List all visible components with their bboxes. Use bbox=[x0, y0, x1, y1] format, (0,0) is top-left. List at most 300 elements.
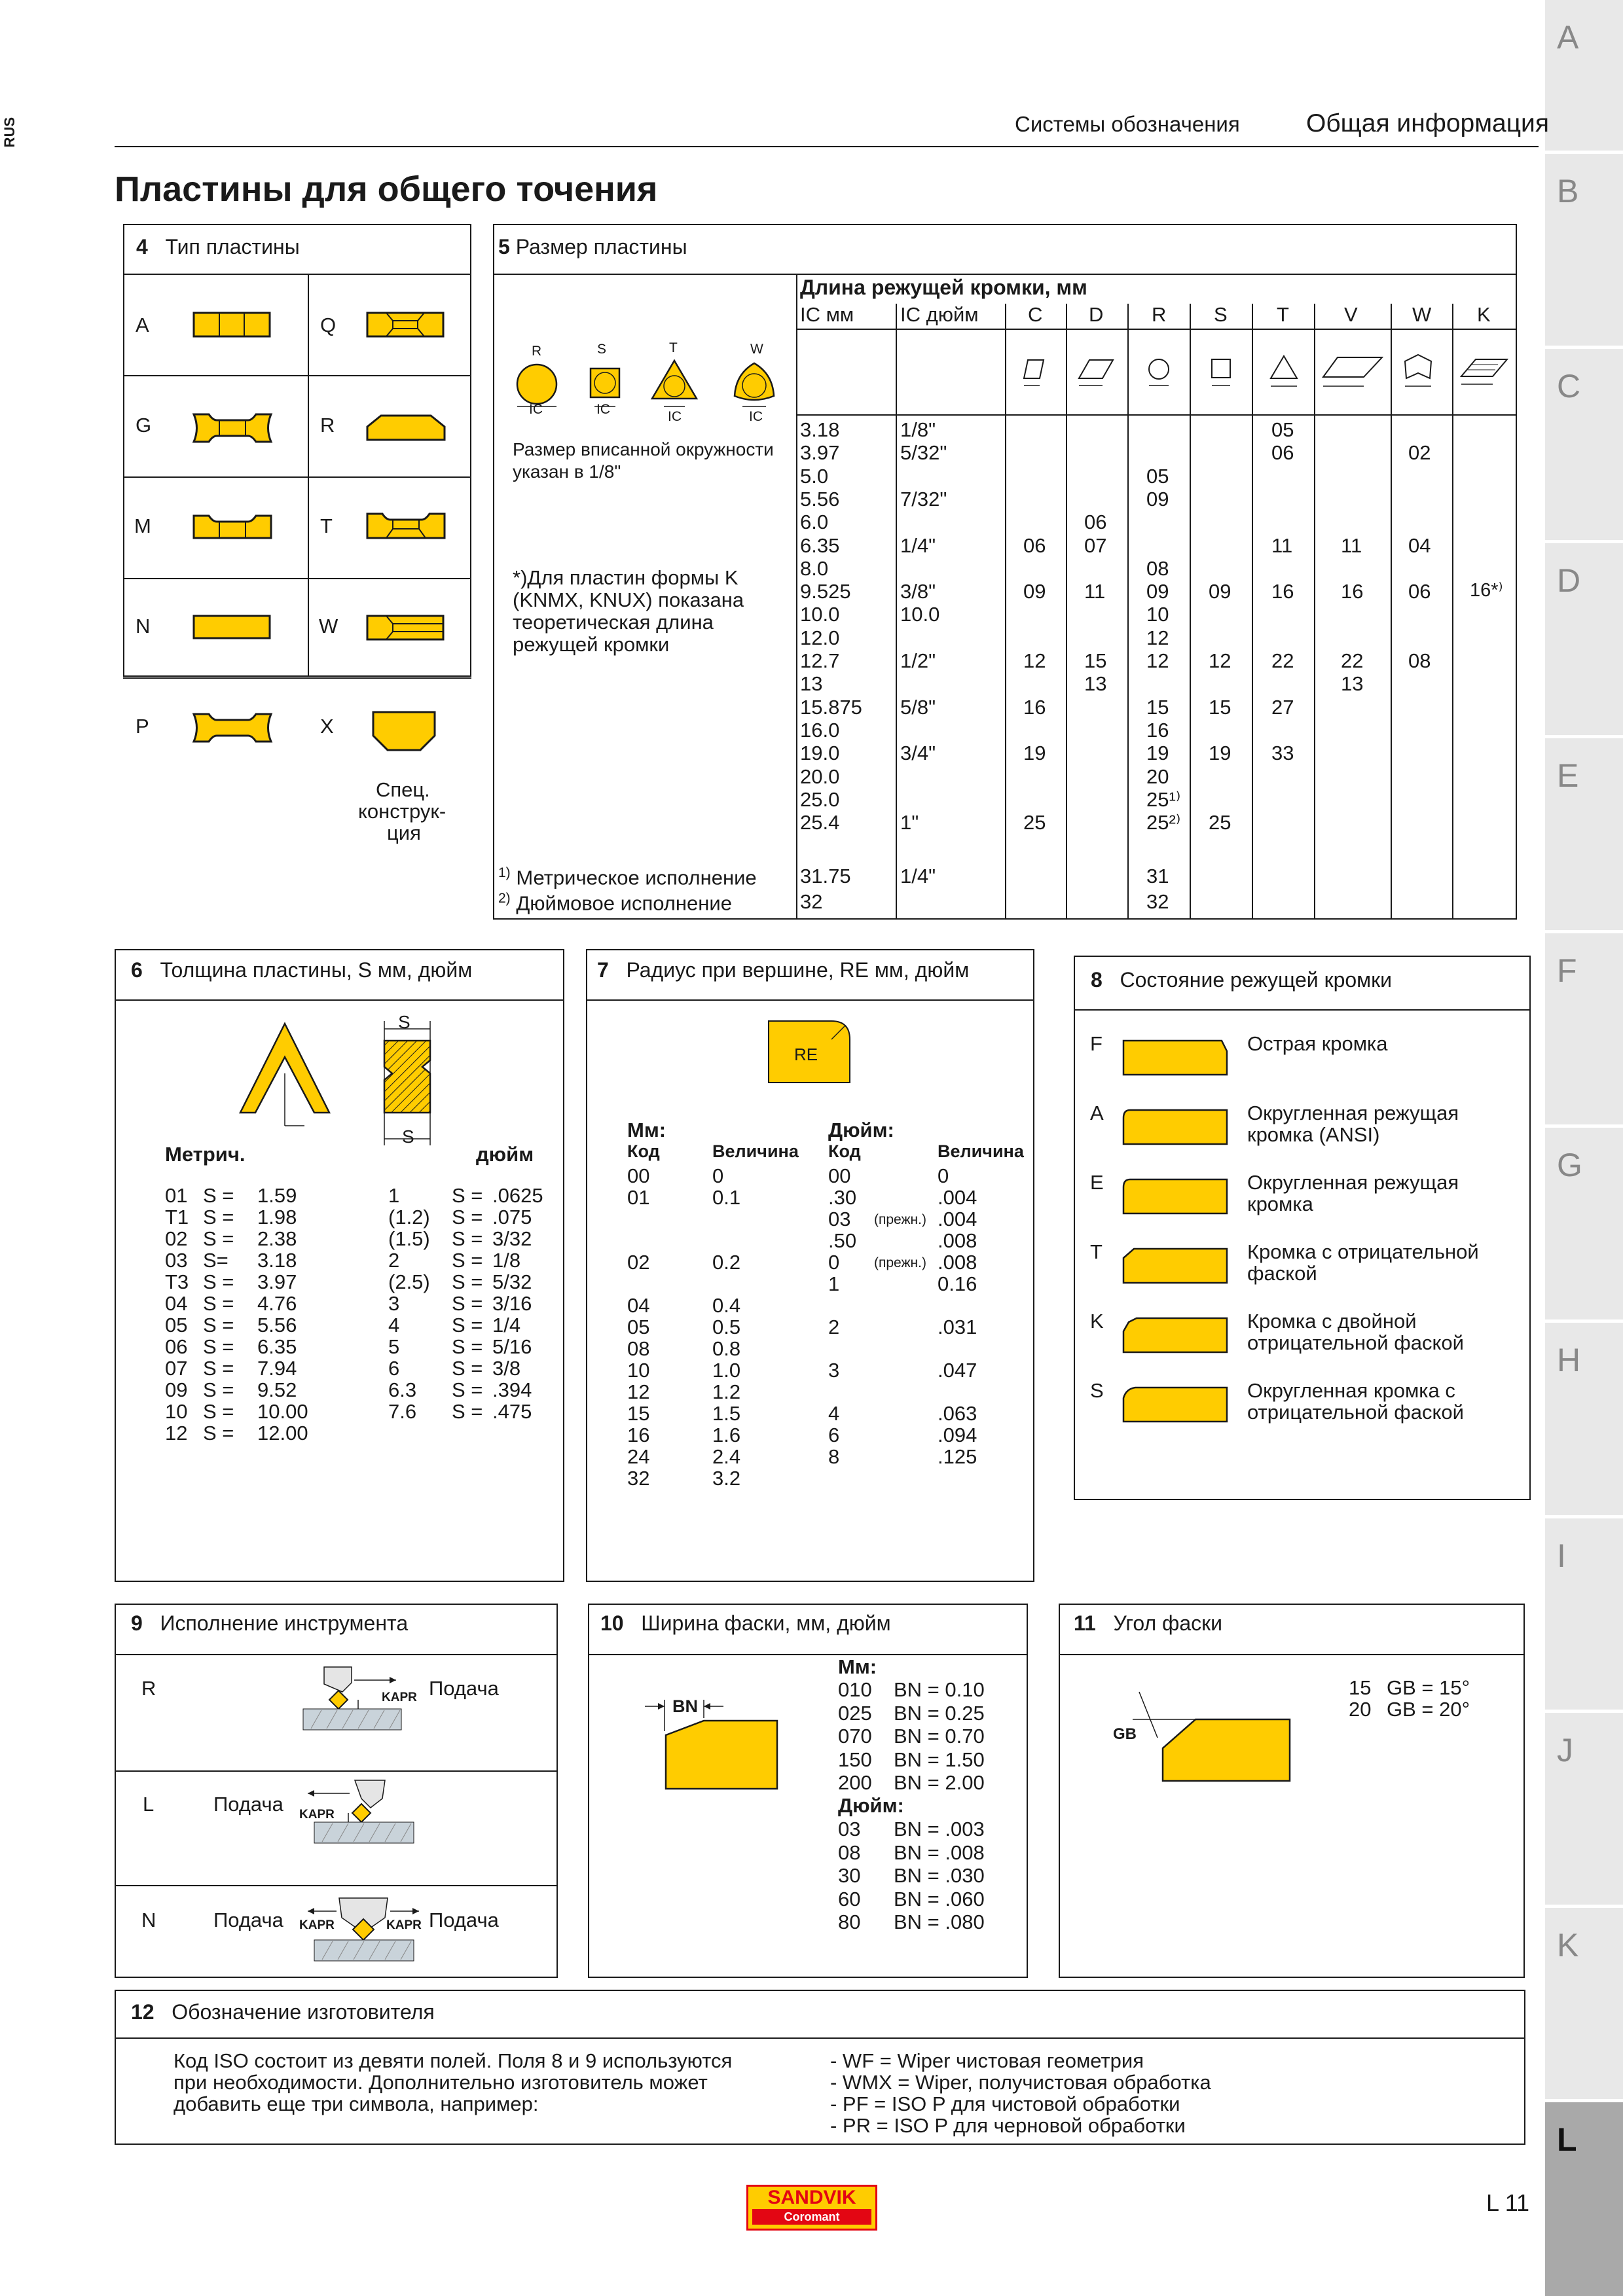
col-ic-inch: IC дюйм bbox=[900, 303, 979, 326]
metric-value: 12.00 bbox=[257, 1422, 308, 1444]
metric-code: 05 bbox=[165, 1314, 188, 1336]
size-cell-d: 06 bbox=[1084, 511, 1107, 534]
size-cell-s: 12 bbox=[1209, 649, 1231, 672]
size-cell-w: 04 bbox=[1408, 533, 1431, 557]
radius-mm-value: 0.2 bbox=[712, 1251, 741, 1274]
inch-value: 3/32 bbox=[492, 1227, 532, 1250]
size-cell-r: 05 bbox=[1146, 464, 1169, 488]
shape-v-icon bbox=[1322, 353, 1385, 390]
radius-inch-code: 1 bbox=[828, 1272, 840, 1295]
size-cell-t: 05 bbox=[1271, 418, 1294, 441]
radius-inch-note: (прежн.) bbox=[874, 1255, 926, 1270]
radius-inch-value: .063 bbox=[938, 1402, 977, 1425]
section-6-title: Толщина пластины, S мм, дюйм bbox=[160, 958, 473, 982]
size-cell-s: 19 bbox=[1209, 742, 1231, 765]
edge-description: Округленная режущая bbox=[1247, 1171, 1459, 1194]
metric-eq: S= bbox=[203, 1249, 228, 1272]
radius-inch-value: .008 bbox=[938, 1251, 977, 1274]
land-angle-code: 15 bbox=[1349, 1676, 1372, 1699]
metric-code: 06 bbox=[165, 1335, 188, 1358]
metric-value: 3.97 bbox=[257, 1270, 297, 1293]
re-label: RE bbox=[794, 1045, 818, 1064]
radius-mm-value: 1.2 bbox=[712, 1380, 741, 1403]
size-cell-w: 02 bbox=[1408, 441, 1431, 465]
tab-c[interactable]: C bbox=[1545, 349, 1623, 540]
diagram-label-s: S bbox=[597, 342, 607, 357]
size-cell-c: 25 bbox=[1023, 811, 1046, 834]
hand-r-feed: Подача bbox=[429, 1677, 499, 1700]
hand-r-kapr: KAPR bbox=[382, 1691, 417, 1704]
insert-type-g-label: G bbox=[136, 414, 152, 437]
metric-value: 9.52 bbox=[257, 1378, 297, 1401]
radius-mm-code: 00 bbox=[627, 1164, 650, 1187]
metric-value: 2.38 bbox=[257, 1227, 297, 1250]
metric-eq: S = bbox=[203, 1378, 234, 1401]
page-number: L 11 bbox=[1486, 2189, 1530, 2216]
insert-type-g-icon bbox=[193, 412, 273, 444]
tab-b[interactable]: B bbox=[1545, 154, 1623, 346]
size-cell-r: 20 bbox=[1146, 764, 1169, 788]
tab-f[interactable]: F bbox=[1545, 933, 1623, 1124]
tab-e[interactable]: E bbox=[1545, 738, 1623, 930]
radius-mm-value: 0.5 bbox=[712, 1316, 741, 1338]
radius-mm-code: 08 bbox=[627, 1337, 650, 1360]
foot-ic-inch-1: 1/4" bbox=[900, 865, 936, 888]
inch-code: (1.5) bbox=[388, 1227, 430, 1250]
edge-description: отрицательной фаской bbox=[1247, 1401, 1464, 1424]
insert-type-x-label: X bbox=[320, 715, 334, 738]
foot-r-2: 32 bbox=[1146, 890, 1169, 913]
inch-eq: S = bbox=[452, 1314, 483, 1336]
logo-sub: Coromant bbox=[752, 2209, 871, 2225]
inch-value: 5/16 bbox=[492, 1335, 532, 1358]
note-k-3: теоретическая длина bbox=[513, 611, 714, 634]
section-6-number: 6 bbox=[131, 958, 143, 982]
radius-mm-value: 2.4 bbox=[712, 1445, 741, 1468]
radius-inch-value-header: Величина bbox=[938, 1141, 1024, 1161]
land-angle-code: 20 bbox=[1349, 1698, 1372, 1721]
radius-inch-value: 0 bbox=[938, 1164, 949, 1187]
edge-code: A bbox=[1090, 1102, 1104, 1124]
size-cell-r: 12 bbox=[1146, 649, 1169, 672]
note-inscribed-2: указан в 1/8" bbox=[513, 461, 621, 482]
size-cell-s: 15 bbox=[1209, 695, 1231, 719]
size-cell-ic-mm: 25.0 bbox=[800, 787, 840, 811]
edge-condition-a-icon bbox=[1121, 1103, 1232, 1149]
land-mm-title: Мм: bbox=[838, 1655, 877, 1678]
radius-inch-code: 0 bbox=[828, 1251, 840, 1274]
insert-type-x-note-1: Спец. bbox=[376, 778, 430, 801]
radius-mm-value: 1.0 bbox=[712, 1359, 741, 1382]
hand-n-feed-right: Подача bbox=[429, 1909, 499, 1931]
radius-inch-code: .50 bbox=[828, 1229, 857, 1252]
land-mm-value: BN = 0.70 bbox=[894, 1725, 985, 1748]
size-cell-ic-mm: 6.35 bbox=[800, 533, 840, 557]
metric-eq: S = bbox=[203, 1184, 234, 1207]
tab-d[interactable]: D bbox=[1545, 543, 1623, 735]
land-inch-code: 60 bbox=[838, 1887, 861, 1910]
section-5-title: Размер пластины bbox=[515, 235, 687, 259]
size-cell-t: 06 bbox=[1271, 441, 1294, 465]
radius-inch-code: 03 bbox=[828, 1208, 851, 1230]
note-k-2: (KNMX, KNUX) показана bbox=[513, 588, 744, 611]
radius-inch-code: 2 bbox=[828, 1316, 840, 1338]
radius-mm-value: 0 bbox=[712, 1164, 724, 1187]
edge-condition-s-icon bbox=[1121, 1381, 1232, 1427]
size-cell-ic-mm: 5.0 bbox=[800, 464, 829, 488]
inch-eq: S = bbox=[452, 1378, 483, 1401]
inch-value: .475 bbox=[492, 1400, 532, 1423]
section-11-number: 11 bbox=[1074, 1611, 1096, 1635]
metric-eq: S = bbox=[203, 1292, 234, 1315]
note-k-1: *)Для пластин формы K bbox=[513, 566, 739, 589]
size-cell-t: 22 bbox=[1271, 649, 1294, 672]
section-7-number: 7 bbox=[597, 958, 609, 982]
section-8-number: 8 bbox=[1091, 968, 1103, 992]
metric-value: 6.35 bbox=[257, 1335, 297, 1358]
insert-type-n-label: N bbox=[136, 615, 151, 637]
radius-mm-value: 0.8 bbox=[712, 1337, 741, 1360]
radius-inch-title: Дюйм: bbox=[828, 1119, 894, 1141]
bn-label: BN bbox=[672, 1696, 698, 1716]
size-cell-r: 25¹⁾ bbox=[1146, 787, 1181, 811]
inch-value: 1/8 bbox=[492, 1249, 521, 1272]
inch-value: .394 bbox=[492, 1378, 532, 1401]
edge-description: Острая кромка bbox=[1247, 1032, 1388, 1055]
col-k: K bbox=[1477, 303, 1491, 326]
edge-description: отрицательной фаской bbox=[1247, 1331, 1464, 1354]
size-cell-r: 10 bbox=[1146, 603, 1169, 626]
radius-mm-title: Мм: bbox=[627, 1119, 666, 1141]
size-cell-ic-mm: 9.525 bbox=[800, 580, 851, 603]
shape-t-icon bbox=[1268, 353, 1301, 390]
tab-l[interactable]: L bbox=[1545, 2102, 1623, 2296]
radius-inch-value: .125 bbox=[938, 1445, 977, 1468]
footnote-inch: $^{2)}$ Дюймовое исполнение bbox=[498, 891, 732, 915]
radius-mm-code: 32 bbox=[627, 1467, 650, 1490]
insert-type-t-icon bbox=[367, 512, 447, 541]
section-4-title: Тип пластины bbox=[165, 235, 300, 259]
col-d: D bbox=[1089, 303, 1104, 326]
diagram-ic-1: IC bbox=[529, 402, 543, 417]
metric-eq: S = bbox=[203, 1335, 234, 1358]
radius-mm-value-header: Величина bbox=[712, 1141, 799, 1161]
edge-code: T bbox=[1090, 1240, 1103, 1263]
size-cell-ic-mm: 25.4 bbox=[800, 811, 840, 834]
hand-l-feed: Подача bbox=[213, 1793, 283, 1816]
edge-description: кромка (ANSI) bbox=[1247, 1123, 1380, 1146]
size-cell-w: 06 bbox=[1408, 580, 1431, 603]
radius-inch-value: 0.16 bbox=[938, 1272, 977, 1295]
foot-r-1: 31 bbox=[1146, 865, 1169, 888]
edge-description: кромка bbox=[1247, 1193, 1313, 1215]
size-cell-s: 25 bbox=[1209, 811, 1231, 834]
hand-l-kapr: KAPR bbox=[299, 1808, 335, 1821]
metric-value: 10.00 bbox=[257, 1400, 308, 1423]
size-cell-r: 09 bbox=[1146, 580, 1169, 603]
land-inch-value: BN = .008 bbox=[894, 1840, 985, 1864]
shape-w-icon bbox=[1401, 352, 1438, 390]
metric-eq: S = bbox=[203, 1357, 234, 1380]
inch-code: 4 bbox=[388, 1314, 400, 1336]
insert-type-a-label: A bbox=[136, 314, 149, 336]
section-12-number: 12 bbox=[131, 2000, 155, 2024]
metric-eq: S = bbox=[203, 1314, 234, 1336]
diagram-ic-4: IC bbox=[749, 409, 763, 424]
manufacturer-item-wf: - WF = Wiper чистовая геометрия bbox=[830, 2049, 1144, 2072]
radius-inch-value: .004 bbox=[938, 1186, 977, 1209]
shape-c-icon bbox=[1023, 357, 1049, 389]
metric-code: T3 bbox=[165, 1270, 189, 1293]
land-mm-code: 150 bbox=[838, 1748, 872, 1771]
land-inch-title: Дюйм: bbox=[838, 1794, 904, 1817]
radius-mm-value: 1.6 bbox=[712, 1424, 741, 1446]
inch-eq: S = bbox=[452, 1270, 483, 1293]
size-cell-d: 15 bbox=[1084, 649, 1107, 672]
size-cell-v: 11 bbox=[1341, 533, 1362, 557]
radius-mm-code: 05 bbox=[627, 1316, 650, 1338]
edge-code: K bbox=[1090, 1310, 1104, 1333]
size-cell-ic-mm: 20.0 bbox=[800, 764, 840, 788]
size-cell-ic-inch: 3/8" bbox=[900, 580, 936, 603]
col-c: C bbox=[1028, 303, 1043, 326]
radius-mm-code: 10 bbox=[627, 1359, 650, 1382]
col-t: T bbox=[1277, 303, 1289, 326]
size-cell-ic-inch: 1" bbox=[900, 811, 919, 834]
col-r: R bbox=[1152, 303, 1167, 326]
metric-value: 1.59 bbox=[257, 1184, 297, 1207]
edge-condition-e-icon bbox=[1121, 1173, 1232, 1219]
footnote-metric: $^{1)}$ Метрическое исполнение bbox=[498, 865, 757, 889]
radius-inch-value: .094 bbox=[938, 1424, 977, 1446]
inch-code: 2 bbox=[388, 1249, 400, 1272]
size-cell-ic-mm: 12.0 bbox=[800, 626, 840, 649]
col-s: S bbox=[1214, 303, 1228, 326]
edge-condition-k-icon bbox=[1121, 1312, 1232, 1357]
radius-inch-value: .047 bbox=[938, 1359, 977, 1382]
radius-inch-note: (прежн.) bbox=[874, 1212, 926, 1227]
inch-value: 5/32 bbox=[492, 1270, 532, 1293]
manufacturer-text-3: добавить еще три символа, например: bbox=[173, 2092, 539, 2115]
size-cell-ic-mm: 16.0 bbox=[800, 718, 840, 742]
metric-code: T1 bbox=[165, 1206, 189, 1229]
hand-n-kapr-right: KAPR bbox=[386, 1918, 422, 1932]
metric-value: 7.94 bbox=[257, 1357, 297, 1380]
section-10-number: 10 bbox=[600, 1611, 624, 1635]
metric-eq: S = bbox=[203, 1400, 234, 1423]
radius-mm-value: 1.5 bbox=[712, 1402, 741, 1425]
inch-eq: S = bbox=[452, 1357, 483, 1380]
inch-eq: S = bbox=[452, 1292, 483, 1315]
size-cell-r: 09 bbox=[1146, 487, 1169, 511]
radius-inch-code: 3 bbox=[828, 1359, 840, 1382]
land-inch-value: BN = .030 bbox=[894, 1864, 985, 1887]
insert-type-x-note-3: ция bbox=[387, 821, 421, 844]
size-cell-ic-mm: 13 bbox=[800, 672, 823, 696]
metric-value: 4.76 bbox=[257, 1292, 297, 1315]
size-cell-ic-mm: 10.0 bbox=[800, 603, 840, 626]
land-mm-code: 200 bbox=[838, 1771, 872, 1794]
col-v: V bbox=[1344, 303, 1358, 326]
insert-type-a-icon bbox=[193, 312, 272, 338]
size-cell-ic-inch: 5/8" bbox=[900, 695, 936, 719]
size-cell-ic-mm: 5.56 bbox=[800, 487, 840, 511]
insert-type-q-icon bbox=[367, 312, 445, 338]
edge-description: Кромка с отрицательной bbox=[1247, 1240, 1479, 1263]
land-angle-value: GB = 15° bbox=[1387, 1676, 1470, 1699]
insert-type-w-label: W bbox=[319, 615, 338, 637]
land-inch-value: BN = .080 bbox=[894, 1910, 985, 1933]
inch-code: 5 bbox=[388, 1335, 400, 1358]
insert-type-q-label: Q bbox=[320, 314, 337, 336]
metric-code: 01 bbox=[165, 1184, 188, 1207]
tab-a[interactable]: A bbox=[1545, 0, 1623, 151]
radius-inch-code: 8 bbox=[828, 1445, 840, 1468]
section-8-title: Состояние режущей кромки bbox=[1120, 968, 1393, 992]
land-mm-code: 010 bbox=[838, 1678, 872, 1701]
section-9-title: Исполнение инструмента bbox=[160, 1611, 409, 1635]
size-cell-d: 13 bbox=[1084, 672, 1107, 696]
inch-code: 1 bbox=[388, 1184, 400, 1207]
section-10-title: Ширина фаски, мм, дюйм bbox=[641, 1611, 891, 1635]
inch-code: (2.5) bbox=[388, 1270, 430, 1293]
section-5-number: 5 bbox=[498, 235, 510, 259]
land-mm-value: BN = 1.50 bbox=[894, 1748, 985, 1771]
size-cell-r: 25²⁾ bbox=[1146, 811, 1181, 834]
metric-value: 3.18 bbox=[257, 1249, 297, 1272]
logo-brand: SANDVIK bbox=[767, 2187, 856, 2208]
section-9-number: 9 bbox=[131, 1611, 143, 1635]
hand-n-feed-left: Подача bbox=[213, 1909, 283, 1931]
land-mm-code: 025 bbox=[838, 1701, 872, 1725]
hand-n-kapr-left: KAPR bbox=[299, 1918, 335, 1932]
inch-code: 3 bbox=[388, 1292, 400, 1315]
inch-value: 3/16 bbox=[492, 1292, 532, 1315]
radius-mm-value: 0.4 bbox=[712, 1294, 741, 1317]
size-cell-t: 33 bbox=[1271, 742, 1294, 765]
table-title: Длина режущей кромки, мм bbox=[800, 276, 1087, 299]
size-cell-c: 16 bbox=[1023, 695, 1046, 719]
manufacturer-item-pr: - PR = ISO P для черновой обработки bbox=[830, 2114, 1186, 2137]
radius-mm-code: 16 bbox=[627, 1424, 650, 1446]
radius-inch-code: 00 bbox=[828, 1164, 851, 1187]
metric-eq: S = bbox=[203, 1227, 234, 1250]
tab-k[interactable]: K bbox=[1545, 1908, 1623, 2099]
size-cell-ic-inch: 7/32" bbox=[900, 487, 947, 511]
inch-eq: S = bbox=[452, 1249, 483, 1272]
inch-title: дюйм bbox=[476, 1143, 534, 1166]
insert-type-x-icon bbox=[372, 711, 437, 753]
size-cell-ic-mm: 3.97 bbox=[800, 441, 840, 465]
hand-l-code: L bbox=[143, 1793, 155, 1816]
manufacturer-item-wmx: - WMX = Wiper, получистовая обработка bbox=[830, 2071, 1211, 2094]
size-cell-t: 27 bbox=[1271, 695, 1294, 719]
inch-eq: S = bbox=[452, 1184, 483, 1207]
section-4-number: 4 bbox=[136, 235, 148, 259]
size-cell-k: 16*⁾ bbox=[1470, 580, 1503, 601]
insert-type-m-label: M bbox=[134, 514, 151, 537]
metric-eq: S = bbox=[203, 1422, 234, 1444]
metric-eq: S = bbox=[203, 1206, 234, 1229]
inch-code: 6.3 bbox=[388, 1378, 417, 1401]
radius-mm-value: 3.2 bbox=[712, 1467, 741, 1490]
inch-eq: S = bbox=[452, 1206, 483, 1229]
insert-type-p-label: P bbox=[136, 715, 149, 738]
inch-value: .0625 bbox=[492, 1184, 543, 1207]
edge-description: Кромка с двойной bbox=[1247, 1310, 1417, 1333]
land-mm-code: 070 bbox=[838, 1725, 872, 1748]
size-cell-c: 12 bbox=[1023, 649, 1046, 672]
language-label: RUS bbox=[1, 117, 18, 148]
edge-description: Округленная режущая bbox=[1247, 1102, 1459, 1124]
land-angle-value: GB = 20° bbox=[1387, 1698, 1470, 1721]
edge-condition-t-icon bbox=[1121, 1242, 1232, 1288]
diagram-label-w: W bbox=[750, 342, 763, 357]
col-ic-mm: IC мм bbox=[800, 303, 854, 326]
land-inch-code: 03 bbox=[838, 1818, 861, 1840]
radius-mm-code: 02 bbox=[627, 1251, 650, 1274]
tab-j[interactable]: J bbox=[1545, 1713, 1623, 1905]
edge-description: Округленная кромка с bbox=[1247, 1379, 1455, 1402]
insert-type-p-icon bbox=[193, 712, 273, 744]
inch-eq: S = bbox=[452, 1227, 483, 1250]
radius-inch-code-header: Код bbox=[828, 1141, 861, 1161]
diagram-ic-3: IC bbox=[668, 409, 682, 424]
inch-value: 1/4 bbox=[492, 1314, 521, 1336]
size-cell-d: 11 bbox=[1084, 580, 1106, 603]
page-title: Пластины для общего точения bbox=[115, 170, 658, 209]
radius-mm-code: 12 bbox=[627, 1380, 650, 1403]
section-12-title: Обозначение изготовителя bbox=[172, 2000, 435, 2024]
shape-k-icon bbox=[1459, 357, 1511, 389]
foot-ic-mm-2: 32 bbox=[800, 890, 823, 913]
size-cell-r: 15 bbox=[1146, 695, 1169, 719]
hand-r-diagram bbox=[298, 1666, 403, 1744]
size-cell-ic-inch: 1/8" bbox=[900, 418, 936, 441]
size-cell-t: 11 bbox=[1271, 533, 1293, 557]
section-11-title: Угол фаски bbox=[1113, 1611, 1223, 1635]
inch-value: 3/8 bbox=[492, 1357, 521, 1380]
size-cell-ic-mm: 6.0 bbox=[800, 511, 829, 534]
size-cell-s: 09 bbox=[1209, 580, 1231, 603]
note-inscribed-1: Размер вписанной окружности bbox=[513, 439, 774, 459]
radius-inch-code: 4 bbox=[828, 1402, 840, 1425]
metric-eq: S = bbox=[203, 1270, 234, 1293]
size-cell-ic-inch: 10.0 bbox=[900, 603, 940, 626]
tab-h[interactable]: H bbox=[1545, 1323, 1623, 1515]
header-section: Системы обозначения bbox=[1015, 112, 1240, 136]
diagram-label-t: T bbox=[669, 340, 678, 355]
inch-eq: S = bbox=[452, 1400, 483, 1423]
inch-eq: S = bbox=[452, 1335, 483, 1358]
header-rule bbox=[115, 146, 1539, 147]
size-cell-ic-inch: 1/2" bbox=[900, 649, 936, 672]
diagram-label-r: R bbox=[532, 344, 542, 359]
metric-code: 07 bbox=[165, 1357, 188, 1380]
size-cell-r: 12 bbox=[1146, 626, 1169, 649]
tab-i[interactable]: I bbox=[1545, 1518, 1623, 1710]
size-cell-ic-mm: 15.875 bbox=[800, 695, 862, 719]
thickness-s-label-top: S bbox=[398, 1012, 410, 1032]
section-4-insert-type bbox=[123, 224, 471, 677]
inch-code: 6 bbox=[388, 1357, 400, 1380]
size-cell-v: 13 bbox=[1341, 672, 1364, 696]
radius-inch-code: .30 bbox=[828, 1186, 857, 1209]
inch-value: .075 bbox=[492, 1206, 532, 1229]
size-cell-ic-mm: 12.7 bbox=[800, 649, 840, 672]
tab-g[interactable]: G bbox=[1545, 1128, 1623, 1319]
metric-code: 09 bbox=[165, 1378, 188, 1401]
